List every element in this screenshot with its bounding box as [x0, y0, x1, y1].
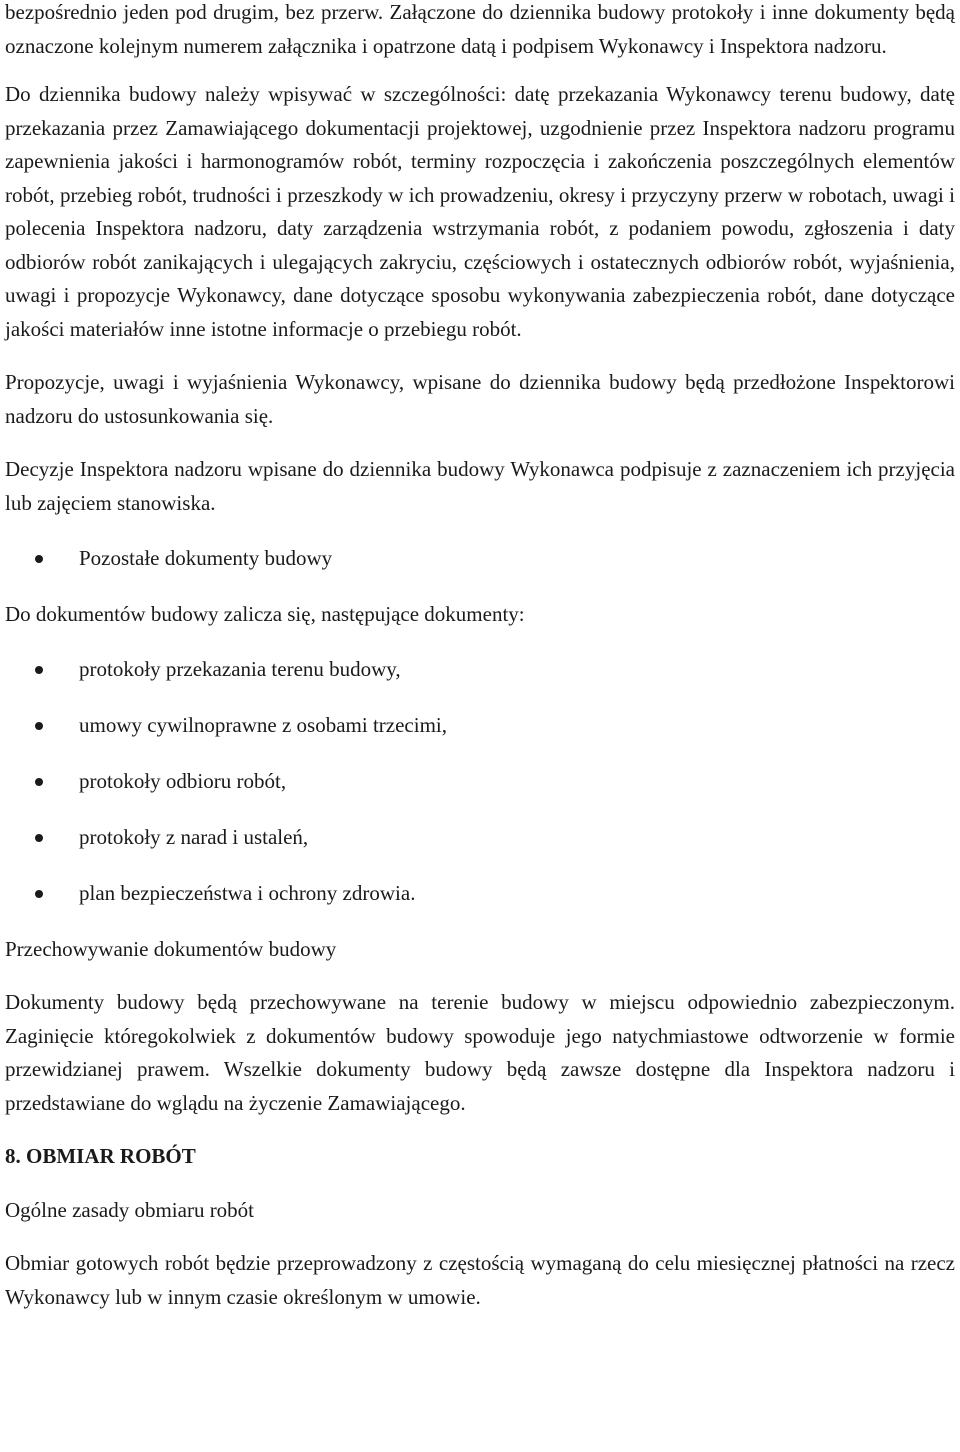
paragraph-documents-intro: Do dokumentów budowy zalicza się, następujące dokumenty: [5, 601, 525, 626]
bullet-heading-text: Pozostałe dokumenty budowy [79, 546, 333, 570]
list-item [5, 542, 955, 576]
subheading-measurement-rules: Ogólne zasady obmiaru robót [5, 1197, 255, 1222]
paragraph-contractor-proposals: Propozycje, uwagi i wyjaśnienia Wykonawcy, wpisane do dziennika budowy będą przedłożone Inspektorowi nadzoru do ustosunkowania się. [5, 370, 955, 428]
paragraph-diary-entries: Do dziennika budowy należy wpisywać w szczególności: datę przekazania Wykonawcy terenu budowy, datę przekazania przez Zamawiającego dokumentacji projektowej, uzgodnienie przez Inspektora nadzoru programu zapewnienia jakości i harmonogramów robót, terminy rozpoczęcia i zakończenia poszczególnych elementów robót, przebieg robót, trudności i przeszkody w ich prowadzeniu, okresy i przyczyny przerw w robotach, uwagi i polecenia Inspektora nadzoru, daty zarządzenia wstrzymania robót, z podaniem powodu, zgłoszenia i daty odbiorów robót zanikających i ulegających zakryciu, częściowych i ostatecznych odbiorów robót, wyjaśnienia, uwagi i propozycje Wykonawcy, dane dotyczące sposobu wykonywania zabezpieczenia robót, dane dotyczące jakości materiałów inne istotne informacje o przebiegu robót. [5, 82, 955, 341]
subheading-document-storage: Przechowywanie dokumentów budowy [5, 936, 337, 961]
other-documents-heading-list [5, 542, 955, 576]
list-item-text: umowy cywilnoprawne z osobami trzecimi, [79, 713, 447, 737]
list-item [5, 765, 955, 799]
bullet-icon [35, 890, 43, 898]
bullet-icon [35, 778, 43, 786]
section-heading: 8. OBMIAR ROBÓT [5, 1144, 196, 1168]
bullet-icon [35, 722, 43, 730]
paragraph-attachments: bezpośrednio jeden pod drugim, bez przerw. Załączone do dziennika budowy protokoły i inne dokumenty będą oznaczone kolejnym numerem załącznika i opatrzone datą i podpisem Wykonawcy i Inspektora nadzoru. [5, 0, 955, 58]
list-item-text: plan bezpieczeństwa i ochrony zdrowia. [79, 881, 416, 905]
list-item-text: protokoły z narad i ustaleń, [79, 825, 309, 849]
list-item [5, 709, 955, 743]
list-item [5, 821, 955, 855]
bullet-icon [35, 666, 43, 674]
list-item-text: protokoły przekazania terenu budowy, [79, 657, 401, 681]
paragraph-measurement: Obmiar gotowych robót będzie przeprowadzony z częstością wymaganą do celu miesięcznej płatności na rzecz Wykonawcy lub w innym czasie określonym w umowie. [5, 1251, 955, 1309]
documents-list [5, 653, 955, 911]
document-page [5, 0, 955, 1314]
paragraph-document-storage: Dokumenty budowy będą przechowywane na terenie budowy w miejscu odpowiednio zabezpieczonym. Zaginięcie któregokolwiek z dokumentów budowy spowoduje jego natychmiastowe odtworzenie w formie przewidzianej prawem. Wszelkie dokumenty budowy będą zawsze dostępne dla Inspektora nadzoru i przedstawiane do wglądu na życzenie Zamawiającego. [5, 990, 955, 1115]
bullet-icon [35, 555, 43, 563]
list-item [5, 877, 955, 911]
bullet-icon [35, 834, 43, 842]
list-item [5, 653, 955, 687]
list-item-text: protokoły odbioru robót, [79, 769, 287, 793]
paragraph-inspector-decisions: Decyzje Inspektora nadzoru wpisane do dziennika budowy Wykonawca podpisuje z zaznaczeniem ich przyjęcia lub zajęciem stanowiska. [5, 457, 955, 515]
